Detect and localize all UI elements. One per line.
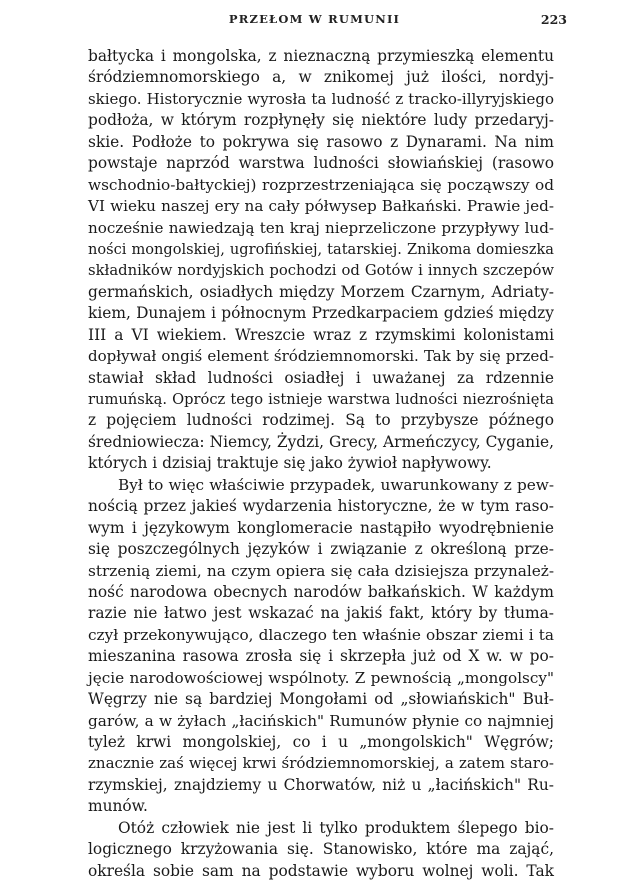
body-text (88, 46, 554, 882)
text-line: rzymskiej, znajdziemy u Chorwatów, niż u „łacińskich" Ru- (88, 775, 554, 794)
paragraph-first-line: Otóż człowiek nie jest li tylko produktem ślepego bio- (118, 818, 554, 837)
text-line: ności mongolskiej, ugrofińskiej, tatarskiej. Znikoma domieszka (88, 240, 554, 258)
text-line: germańskich, osiadłych między Morzem Czarnym, Adriaty- (88, 282, 554, 301)
text-line: kiem, Dunajem i północnym Przedkarpaciem gdzieś między (88, 304, 554, 323)
text-line: VI wieku naszej ery na cały półwysep Bałkański. Prawie jed- (88, 197, 554, 216)
text-line: jęcie narodowościowej wspólnoty. Z pewnością „mongolscy" (88, 668, 554, 687)
text-line: powstaje naprzód warstwa ludności słowiańskiej (rasowo (88, 154, 554, 173)
running-header (0, 12, 629, 34)
paragraph-first-line: Był to więc właściwie przypadek, uwarunkowany z pew- (118, 475, 554, 494)
text-line: średniowiecza: Niemcy, Żydzi, Grecy, Armeńczycy, Cyganie, (88, 432, 554, 451)
text-line: bałtycka i mongolska, z nieznaczną przymieszką elementu (88, 47, 554, 65)
text-line: ność narodowa obecnych narodów bałkańskich. W każdym (88, 582, 554, 601)
text-line: skie. Podłoże to pokrywa się rasowo z Dynarami. Na nim (88, 132, 554, 151)
text-line: dopływał ongiś element śródziemnomorski. Tak by się przed- (88, 347, 554, 366)
text-line: rumuńską. Oprócz tego istnieje warstwa ludności niezrośnięta (88, 391, 554, 408)
text-line: III a VI wiekiem. Wreszcie wraz z rzymskimi kolonistami (88, 325, 554, 344)
text-line: nocześnie nawiedzają ten kraj nieprzeliczone przypływy lud- (88, 218, 554, 237)
text-line: strzenią ziemi, na czym opiera się cała dzisiejsza przynależ- (88, 561, 554, 580)
text-line: śródziemnomorskiego a, w znikomej już ilości, nordyj- (88, 68, 554, 87)
text-line: znacznie zaś więcej krwi śródziemnomorskiej, a zatem staro- (88, 754, 554, 773)
text-line: razie nie łatwo jest wskazać na jakiś fakt, który by tłuma- (88, 604, 554, 623)
text-line: podłoża, w którym rozpłynęły się niektóre ludy przedaryj- (88, 111, 554, 130)
text-line: logicznego krzyżowania się. Stanowisko, które ma zająć, (88, 840, 554, 859)
text-line: Węgrzy nie są bardziej Mongołami od „słowiańskich" Buł- (88, 690, 554, 709)
text-line: określa sobie sam na podstawie wyboru wolnej woli. Tak (88, 861, 554, 880)
text-line: garów, a w żyłach „łacińskich" Rumunów płynie co najmniej (88, 711, 554, 730)
text-line: stawiał skład ludności osiadłej i uważanej za rdzennie (88, 368, 554, 387)
text-line: nością przez jakieś wydarzenia historyczne, że w tym raso- (88, 497, 554, 516)
paragraph-last-line: których i dzisiaj traktuje się jako żywioł napływowy. (88, 454, 492, 473)
text-line: tyleż krwi mongolskiej, co i u „mongolskich" Węgrów; (88, 733, 554, 751)
text-line: składników nordyjskich pochodzi od Gotów i innych szczepów (88, 262, 554, 280)
text-line: skiego. Historycznie wyrosła ta ludność z tracko-illyryjskiego (88, 89, 554, 108)
paragraph-last-line: munów. (88, 797, 148, 816)
text-line: z pojęciem ludności rodzimej. Są to przybysze późnego (88, 411, 554, 430)
text-line: czył przekonywująco, dlaczego ten właśnie obszar ziemi i ta (88, 625, 554, 644)
text-line: wym i językowym konglomeracie nastąpiło wyodrębnienie (88, 518, 554, 537)
text-line: mieszanina rasowa zrosła się i skrzepła już od X w. w po- (88, 647, 554, 666)
text-line: się poszczególnych języków i związanie z określoną prze- (88, 540, 554, 559)
text-line: wschodnio-bałtyckiej) rozprzestrzeniająca się począwszy od (88, 175, 554, 194)
running-title: PRZEŁOM W RUMUNII (228, 12, 401, 26)
page-number: 223 (540, 12, 567, 27)
